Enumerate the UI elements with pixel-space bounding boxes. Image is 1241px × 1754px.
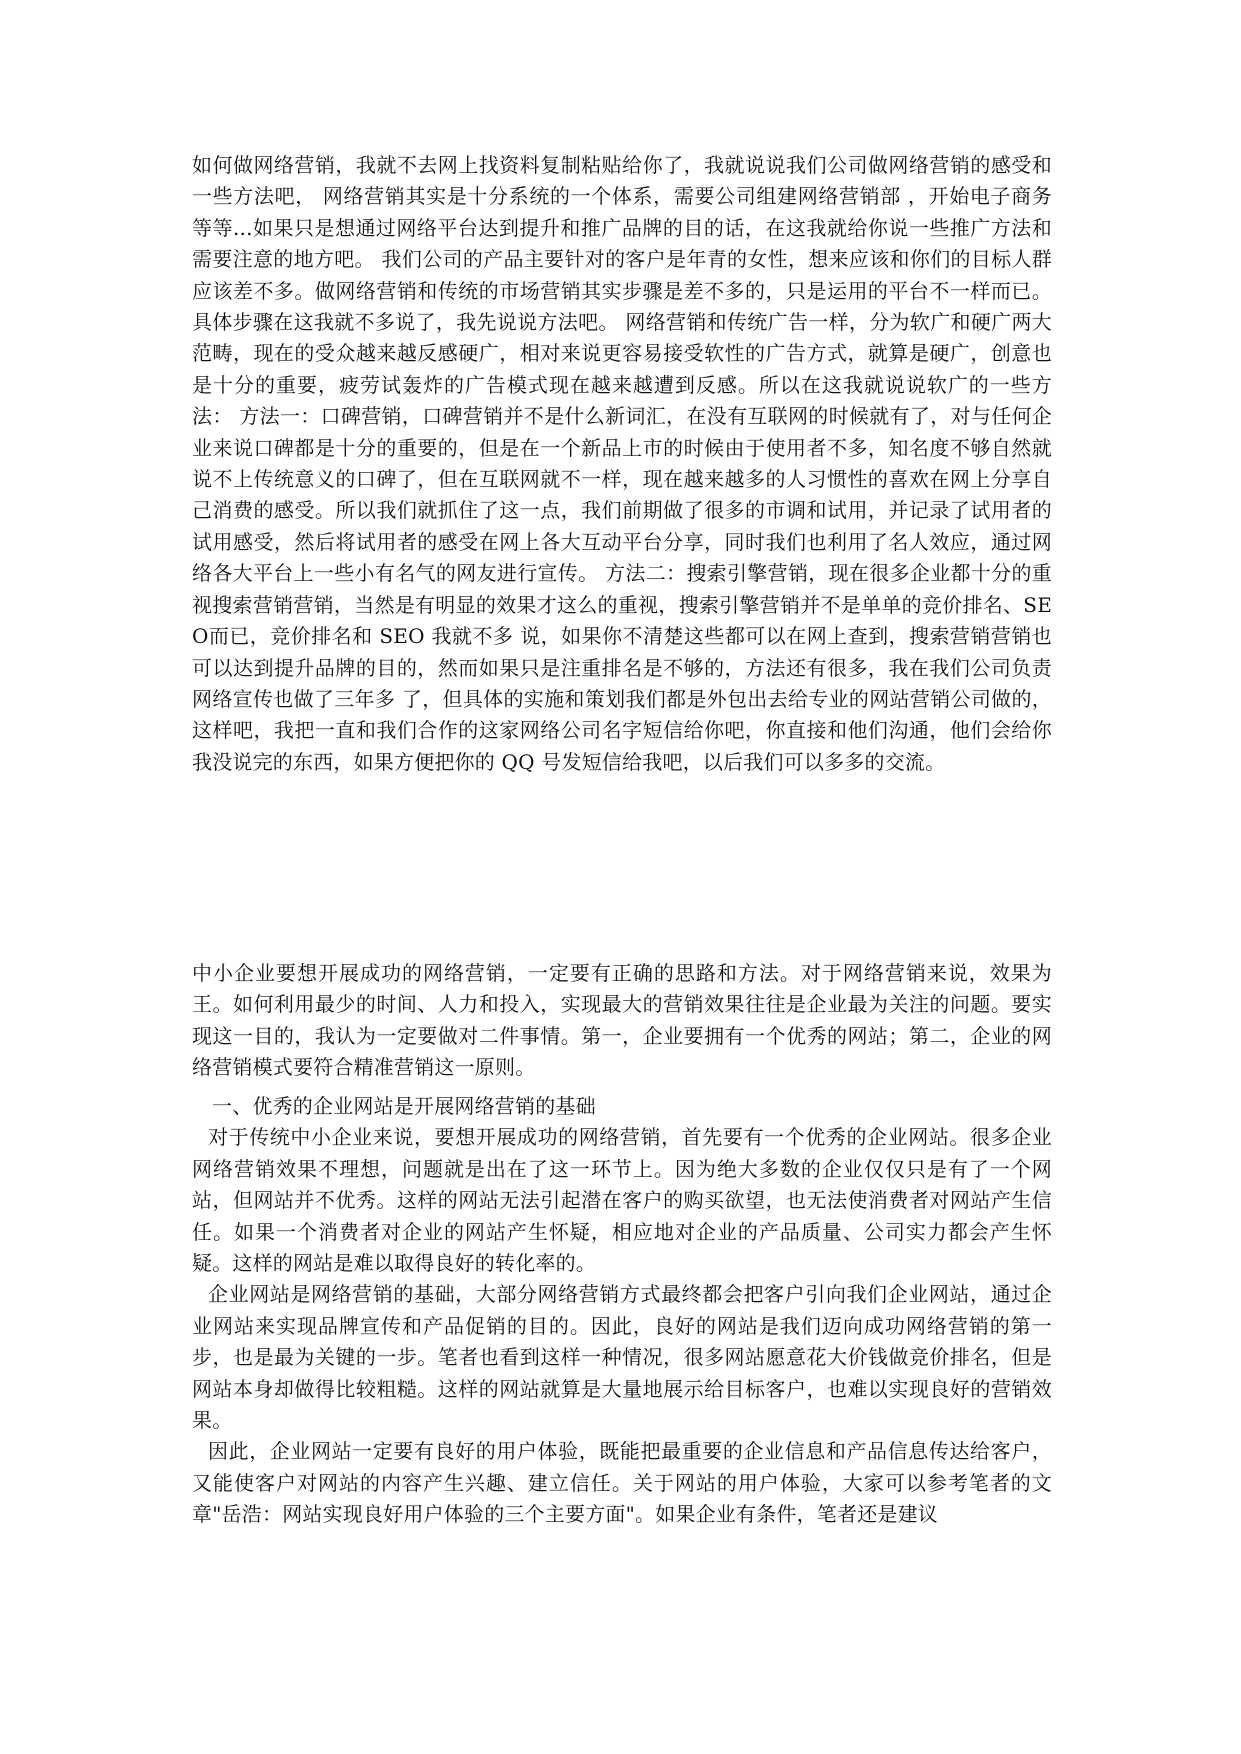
paragraph-5-text: 因此，企业网站一定要有良好的用户体验，既能把最重要的企业信息和产品信息传达给客户，又能使客户对网站的内容产生兴趣、建立信任。关于网站的用户体验，大家可以参考笔者的文章"岳浩：网站实现良好用户体验的三个主要方面"。如果企业有条件，笔者还是建议	[192, 1439, 1052, 1527]
body-paragraph-1	[192, 150, 1052, 778]
paragraph-4-text: 企业网站是网络营销的基础，大部分网络营销方式最终都会把客户引向我们企业网站，通过企业网站来实现品牌宣传和产品促销的目的。因此，良好的网站是我们迈向成功网络营销的第一步，也是最为关键的一步。笔者也看到这样一种情况，很多网站愿意花大价钱做竞价排名，但是网站本身却做得比较粗糙。这样的网站就算是大量地展示给目标客户，也难以实现良好的营销效果。	[192, 1282, 1052, 1433]
body-paragraph-2	[192, 958, 1052, 1084]
paragraph-2-text: 中小企业要想开展成功的网络营销，一定要有正确的思路和方法。对于网络营销来说，效果为王。如何利用最少的时间、人力和投入，实现最大的营销效果往往是企业最为关注的问题。要实现这一目的，我认为一定要做对二件事情。第一，企业要拥有一个优秀的网站；第二，企业的网络营销模式要符合精准营销这一原则。	[192, 961, 1052, 1080]
paragraph-3-text: 对于传统中小企业来说，要想开展成功的网络营销，首先要有一个优秀的企业网站。很多企业网络营销效果不理想，问题就是出在了这一环节上。因为绝大多数的企业仅仅只是有了一个网站，但网站并不优秀。这样的网站无法引起潜在客户的购买欲望，也无法使消费者对网站产生信任。如果一个消费者对企业的网站产生怀疑，相应地对企业的产品质量、公司实力都会产生怀疑。这样的网站是难以取得良好的转化率的。	[192, 1125, 1052, 1276]
body-section-1	[192, 1091, 1052, 1531]
section-heading: 一、优秀的企业网站是开展网络营销的基础	[212, 1094, 596, 1118]
paragraph-1-text: 如何做网络营销，我就不去网上找资料复制粘贴给你了，我就说说我们公司做网络营销的感受和一些方法吧， 网络营销其实是十分系统的一个体系，需要公司组建网络营销部 ，开始电子商务等等...如果只是想通过网络平台达到提升和推广品牌的目的话，在这我就给你说一些推广方法和需要注意的地方吧。 我们公司的产品主要针对的客户是年青的女性，想来应该和你们的目标人群应该差不多。做网络营销和传统的市场营销其实步骤是差不多的，只是运用的平台不一样而已。具体步骤在这我就不多说了，我先说说方法吧。 网络营销和传统广告一样，分为软广和硬广两大范畴，现在的受众越来越反感硬广，相对来说更容易接受软性的广告方式，就算是硬广，创意也是十分的重要，疲劳试轰炸的广告模式现在越来越遭到反感。所以在这我就说说软广的一些方法： 方法一：口碑营销，口碑营销并不是什么新词汇，在没有互联网的时候就有了，对与任何企业来说口碑都是十分的重要的，但是在一个新品上市的时候由于使用者不多，知名度不够自然就说不上传统意义的口碑了，但在互联网就不一样，现在越来越多的人习惯性的喜欢在网上分享自己消费的感受。所以我们就抓住了这一点，我们前期做了很多的市调和试用，并记录了试用者的试用感受，然后将试用者的感受在网上各大互动平台分享，同时我们也利用了名人效应，通过网络各大平台上一些小有名气的网友进行宣传。 方法二：搜索引擎营销，现在很多企业都十分的重视搜索营销营销，当然是有明显的效果才这么的重视，搜索引擎营销并不是单单的竞价排名、SEO而已，竞价排名和 SEO 我就不多 说，如果你不清楚这些都可以在网上查到，搜索营销营销也可以达到提升品牌的目的，然而如果只是注重排名是不够的，方法还有很多，我在我们公司负责网络宣传也做了三年多 了，但具体的实施和策划我们都是外包出去给专业的网站营销公司做的，这样吧，我把一直和我们合作的这家网络公司名字短信给你吧，你直接和他们沟通，他们会给你我没说完的东西，如果方便把你的 QQ 号发短信给我吧，以后我们可以多多的交流。	[192, 153, 1052, 774]
